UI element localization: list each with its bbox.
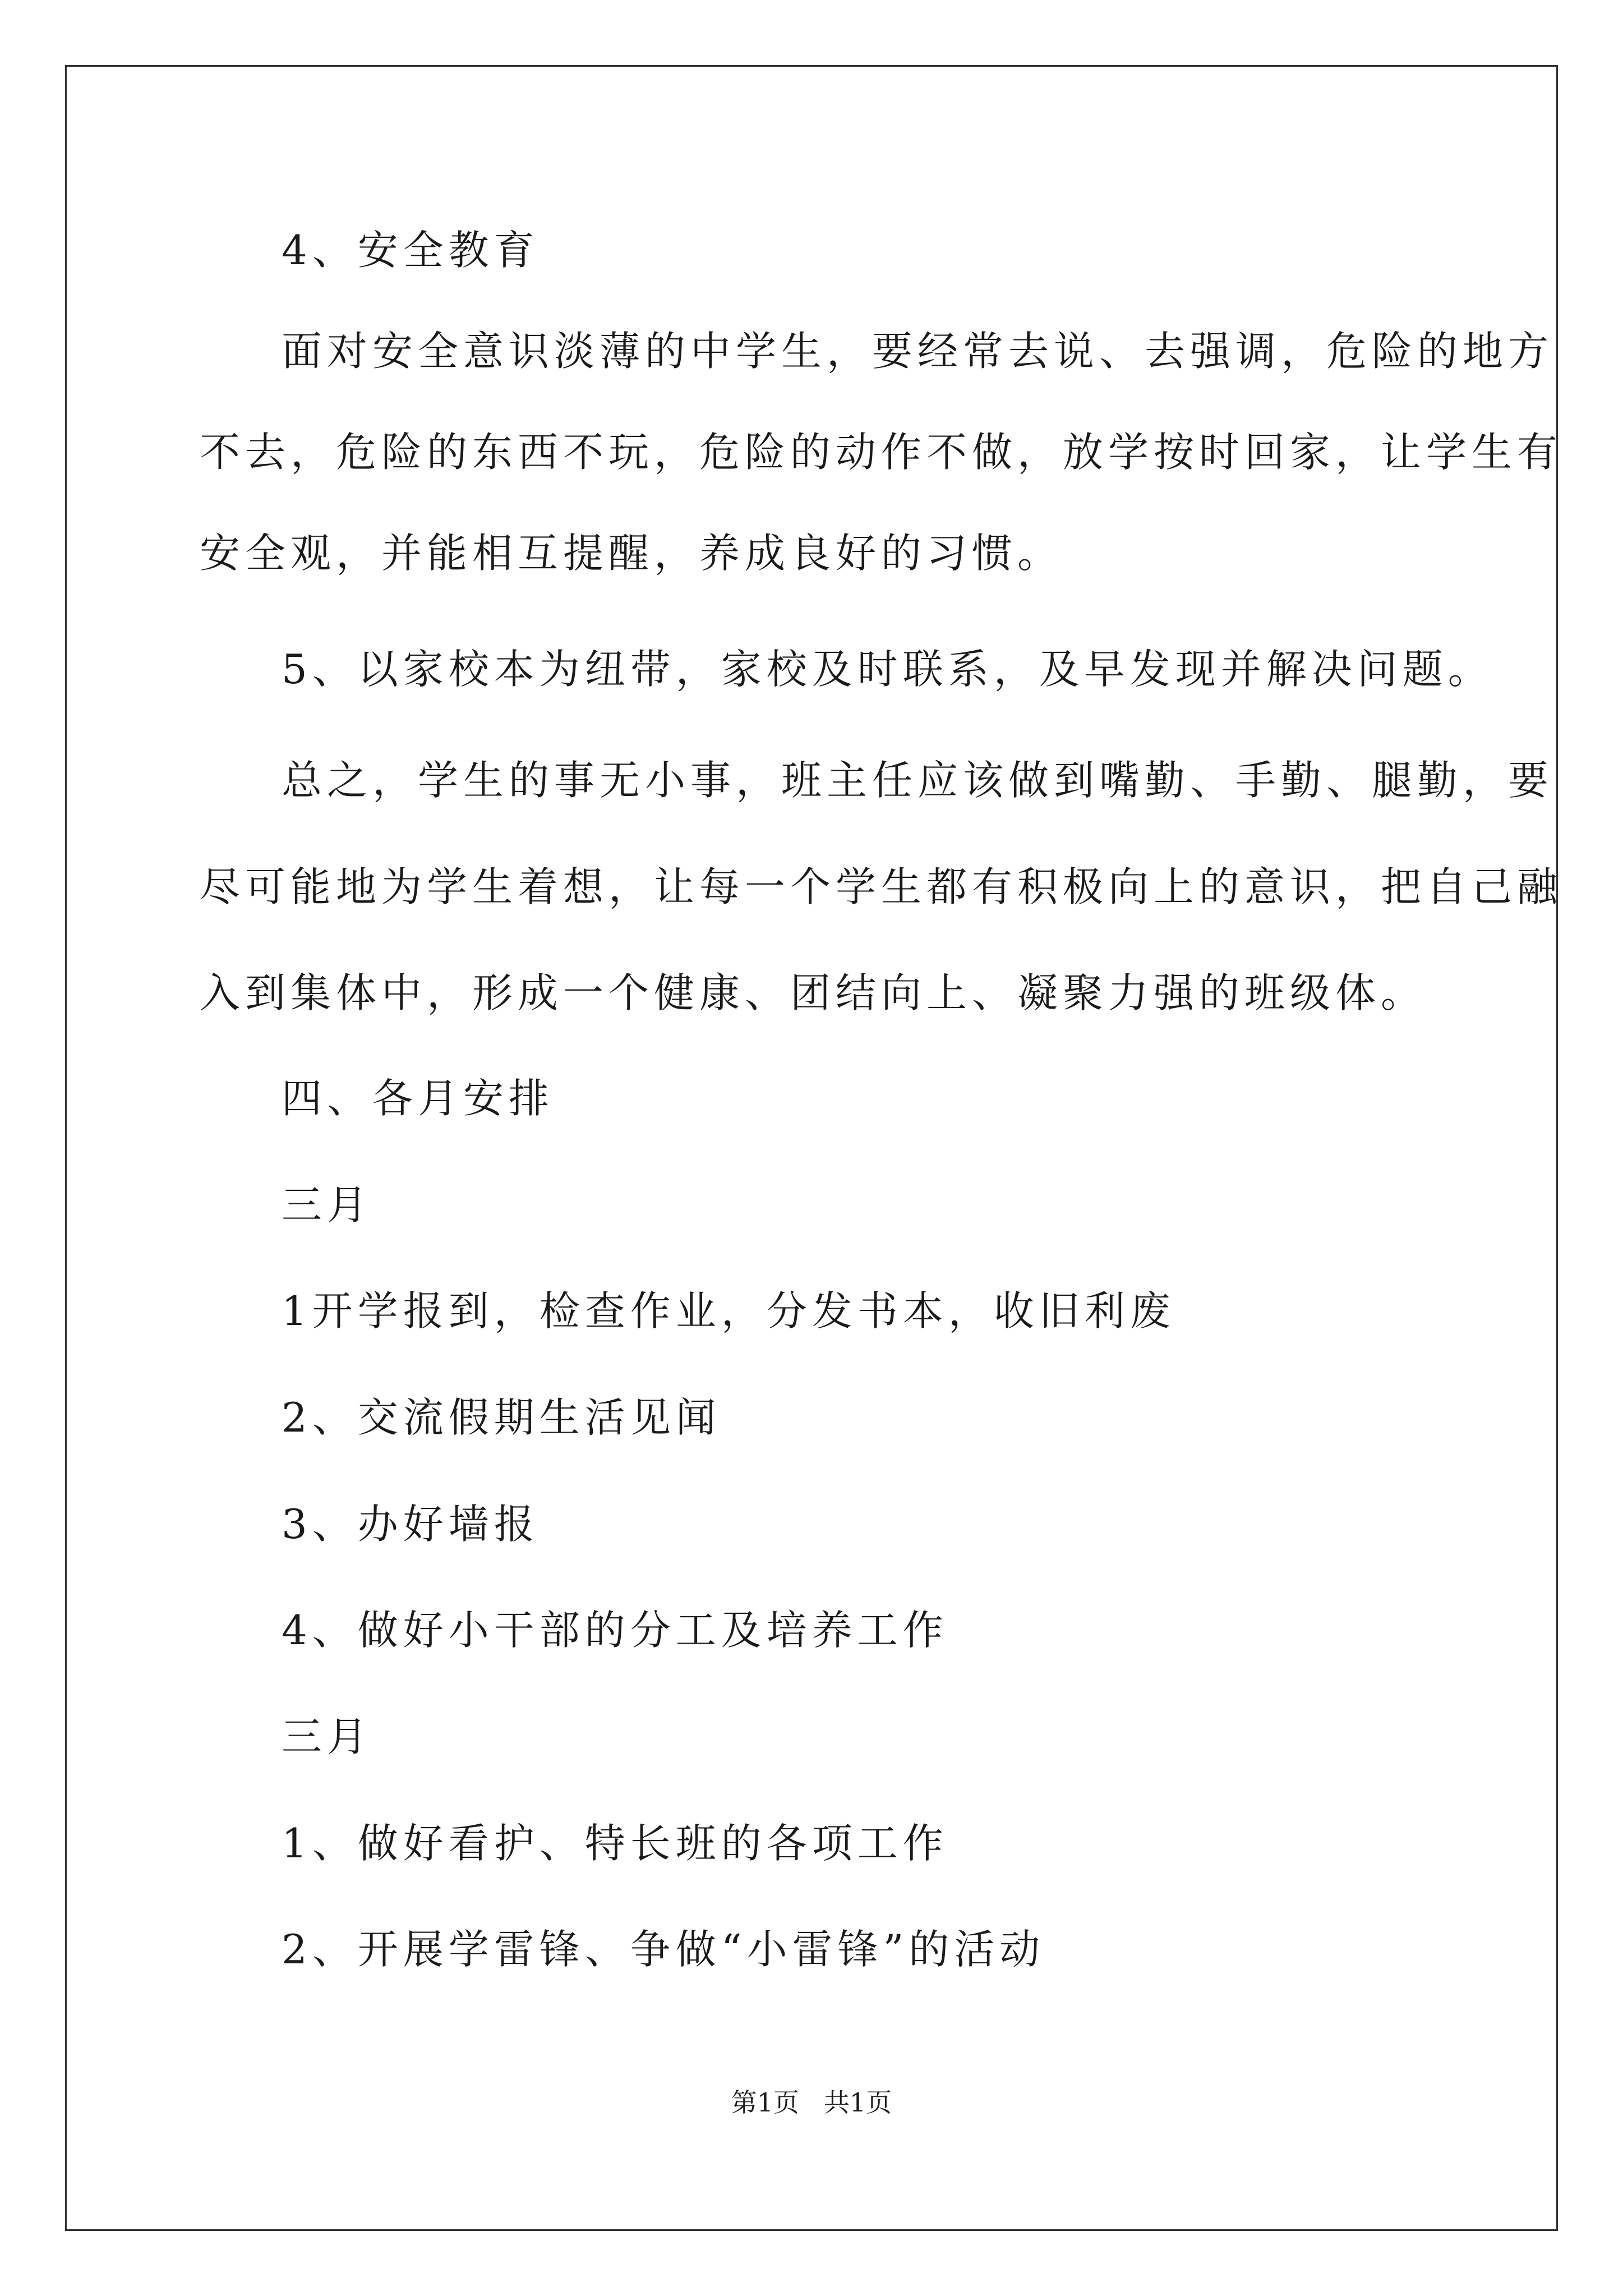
month-heading: 三月	[282, 1181, 373, 1228]
paragraph-line: 尽可能地为学生着想，让每一个学生都有积极向上的意识，把自己融	[200, 863, 1563, 910]
paragraph-line: 安全观，并能相互提醒，养成良好的习惯。	[200, 530, 1063, 577]
section-heading-monthly: 四、各月安排	[282, 1075, 555, 1122]
list-item: 4、做好小干部的分工及培养工作	[282, 1607, 948, 1654]
page-number-footer: 第1页 共1页	[731, 2087, 892, 2118]
paragraph-line: 面对安全意识淡薄的中学生，要经常去说、去强调，危险的地方	[282, 328, 1554, 375]
paragraph-line: 不去，危险的东西不玩，危险的动作不做，放学按时回家，让学生有	[200, 429, 1563, 476]
paragraph-line: 5、以家校本为纽带，家校及时联系，及早发现并解决问题。	[282, 646, 1493, 693]
month-heading: 三月	[282, 1713, 373, 1760]
list-item: 2、交流假期生活见闻	[282, 1394, 721, 1441]
page-border	[65, 65, 1558, 2231]
section-heading-safety: 4、安全教育	[282, 227, 540, 274]
paragraph-line: 入到集体中，形成一个健康、团结向上、凝聚力强的班级体。	[200, 969, 1427, 1016]
list-item: 2、开展学雷锋、争做“小雷锋”的活动	[282, 1926, 1045, 1973]
paragraph-line: 总之，学生的事无小事，班主任应该做到嘴勤、手勤、腿勤，要	[282, 757, 1554, 804]
list-item: 3、办好墙报	[282, 1501, 540, 1548]
list-item: 1、做好看护、特长班的各项工作	[282, 1820, 948, 1867]
list-item: 1开学报到，检查作业，分发书本，收旧利废	[282, 1287, 1175, 1335]
